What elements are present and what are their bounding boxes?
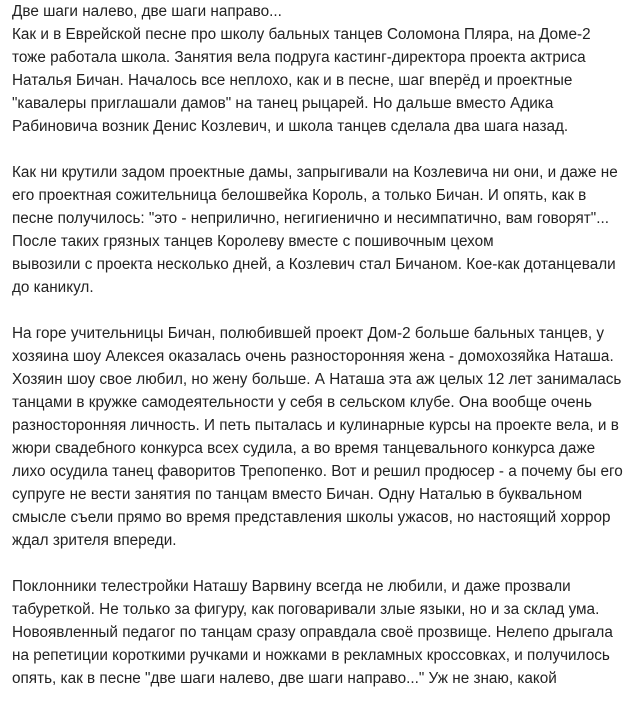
text-line: опять, как в песне "две шаги налево, две шаги направо..." Уж не знаю, какой bbox=[12, 670, 557, 687]
text-line: хозяина шоу Алексея оказалась очень разносторонняя жена - домохозяйка Наташа. bbox=[12, 348, 614, 365]
text-line: После таких грязных танцев Королеву вместе с пошивочным цехом bbox=[12, 233, 494, 250]
text-line: На горе учительницы Бичан, полюбившей проект Дом-2 больше бальных танцев, у bbox=[12, 325, 605, 342]
text-line: супруге не вести занятия по танцам вместо Бичан. Одну Наталью в буквальном bbox=[12, 486, 583, 503]
text-line: Новоявленный педагог по танцам сразу оправдала своё прозвище. Нелепо дрыгала bbox=[12, 624, 613, 641]
text-line: Две шаги налево, две шаги направо... bbox=[12, 3, 282, 20]
article-body bbox=[12, 0, 623, 713]
text-line: до каникул. bbox=[12, 279, 94, 296]
text-line: песне получилось: "это - неприлично, негигиенично и несимпатично, вам говорят"... bbox=[12, 210, 609, 227]
text-line: Наталья Бичан. Началось все неплохо, как и в песне, шаг вперёд и проектные bbox=[12, 72, 573, 89]
paragraph-1 bbox=[12, 0, 618, 138]
paragraph-2 bbox=[12, 161, 618, 299]
text-line: Как ни крутили задом проектные дамы, запрыгивали на Козлевича ни они, и даже не bbox=[12, 164, 618, 181]
text-line: разносторонняя личность. И петь пыталась и кулинарные курсы на проекте вела, и в bbox=[12, 417, 619, 434]
paragraph-4 bbox=[12, 575, 618, 690]
paragraph-3 bbox=[12, 322, 623, 552]
text-line: тоже работала школа. Занятия вела подруга кастинг-директора проекта актриса bbox=[12, 49, 586, 66]
text-line: вывозили с проекта несколько дней, а Козлевич стал Бичаном. Кое-как дотанцевали bbox=[12, 256, 616, 273]
text-line: Как и в Еврейской песне про школу бальных танцев Соломона Пляра, на Доме-2 bbox=[12, 26, 591, 43]
text-line: "кавалеры приглашали дамов" на танец рыцарей. Но дальше вместо Адика bbox=[12, 95, 554, 112]
text-line: танцами в кружке самодеятельности у себя в сельском клубе. Она вообще очень bbox=[12, 394, 592, 411]
text-line: смысле съели прямо во время представления школы ужасов, но настоящий хоррор bbox=[12, 509, 611, 526]
text-line: Хозяин шоу свое любил, но жену больше. А Наташа эта аж целых 12 лет занималась bbox=[12, 371, 622, 388]
text-line: его проектная сожительница белошвейка Король, а только Бичан. И опять, как в bbox=[12, 187, 587, 204]
text-line: табуреткой. Не только за фигуру, как поговаривали злые языки, но и за склад ума. bbox=[12, 601, 600, 618]
text-line: Поклонники телестройки Наташу Варвину всегда не любили, и даже прозвали bbox=[12, 578, 571, 595]
text-line: ждал зрителя впереди. bbox=[12, 532, 177, 549]
text-line: лихо осудила танец фаворитов Трепопенко. Вот и решил продюсер - а почему бы его bbox=[12, 463, 623, 480]
text-line: на репетиции короткими ручками и ножками в рекламных кроссовках, и получилось bbox=[12, 647, 610, 664]
text-line: Рабиновича возник Денис Козлевич, и школа танцев сделала два шага назад. bbox=[12, 118, 569, 135]
text-line: жюри свадебного конкурса всех судила, а во время танцевального конкурса даже bbox=[12, 440, 596, 457]
